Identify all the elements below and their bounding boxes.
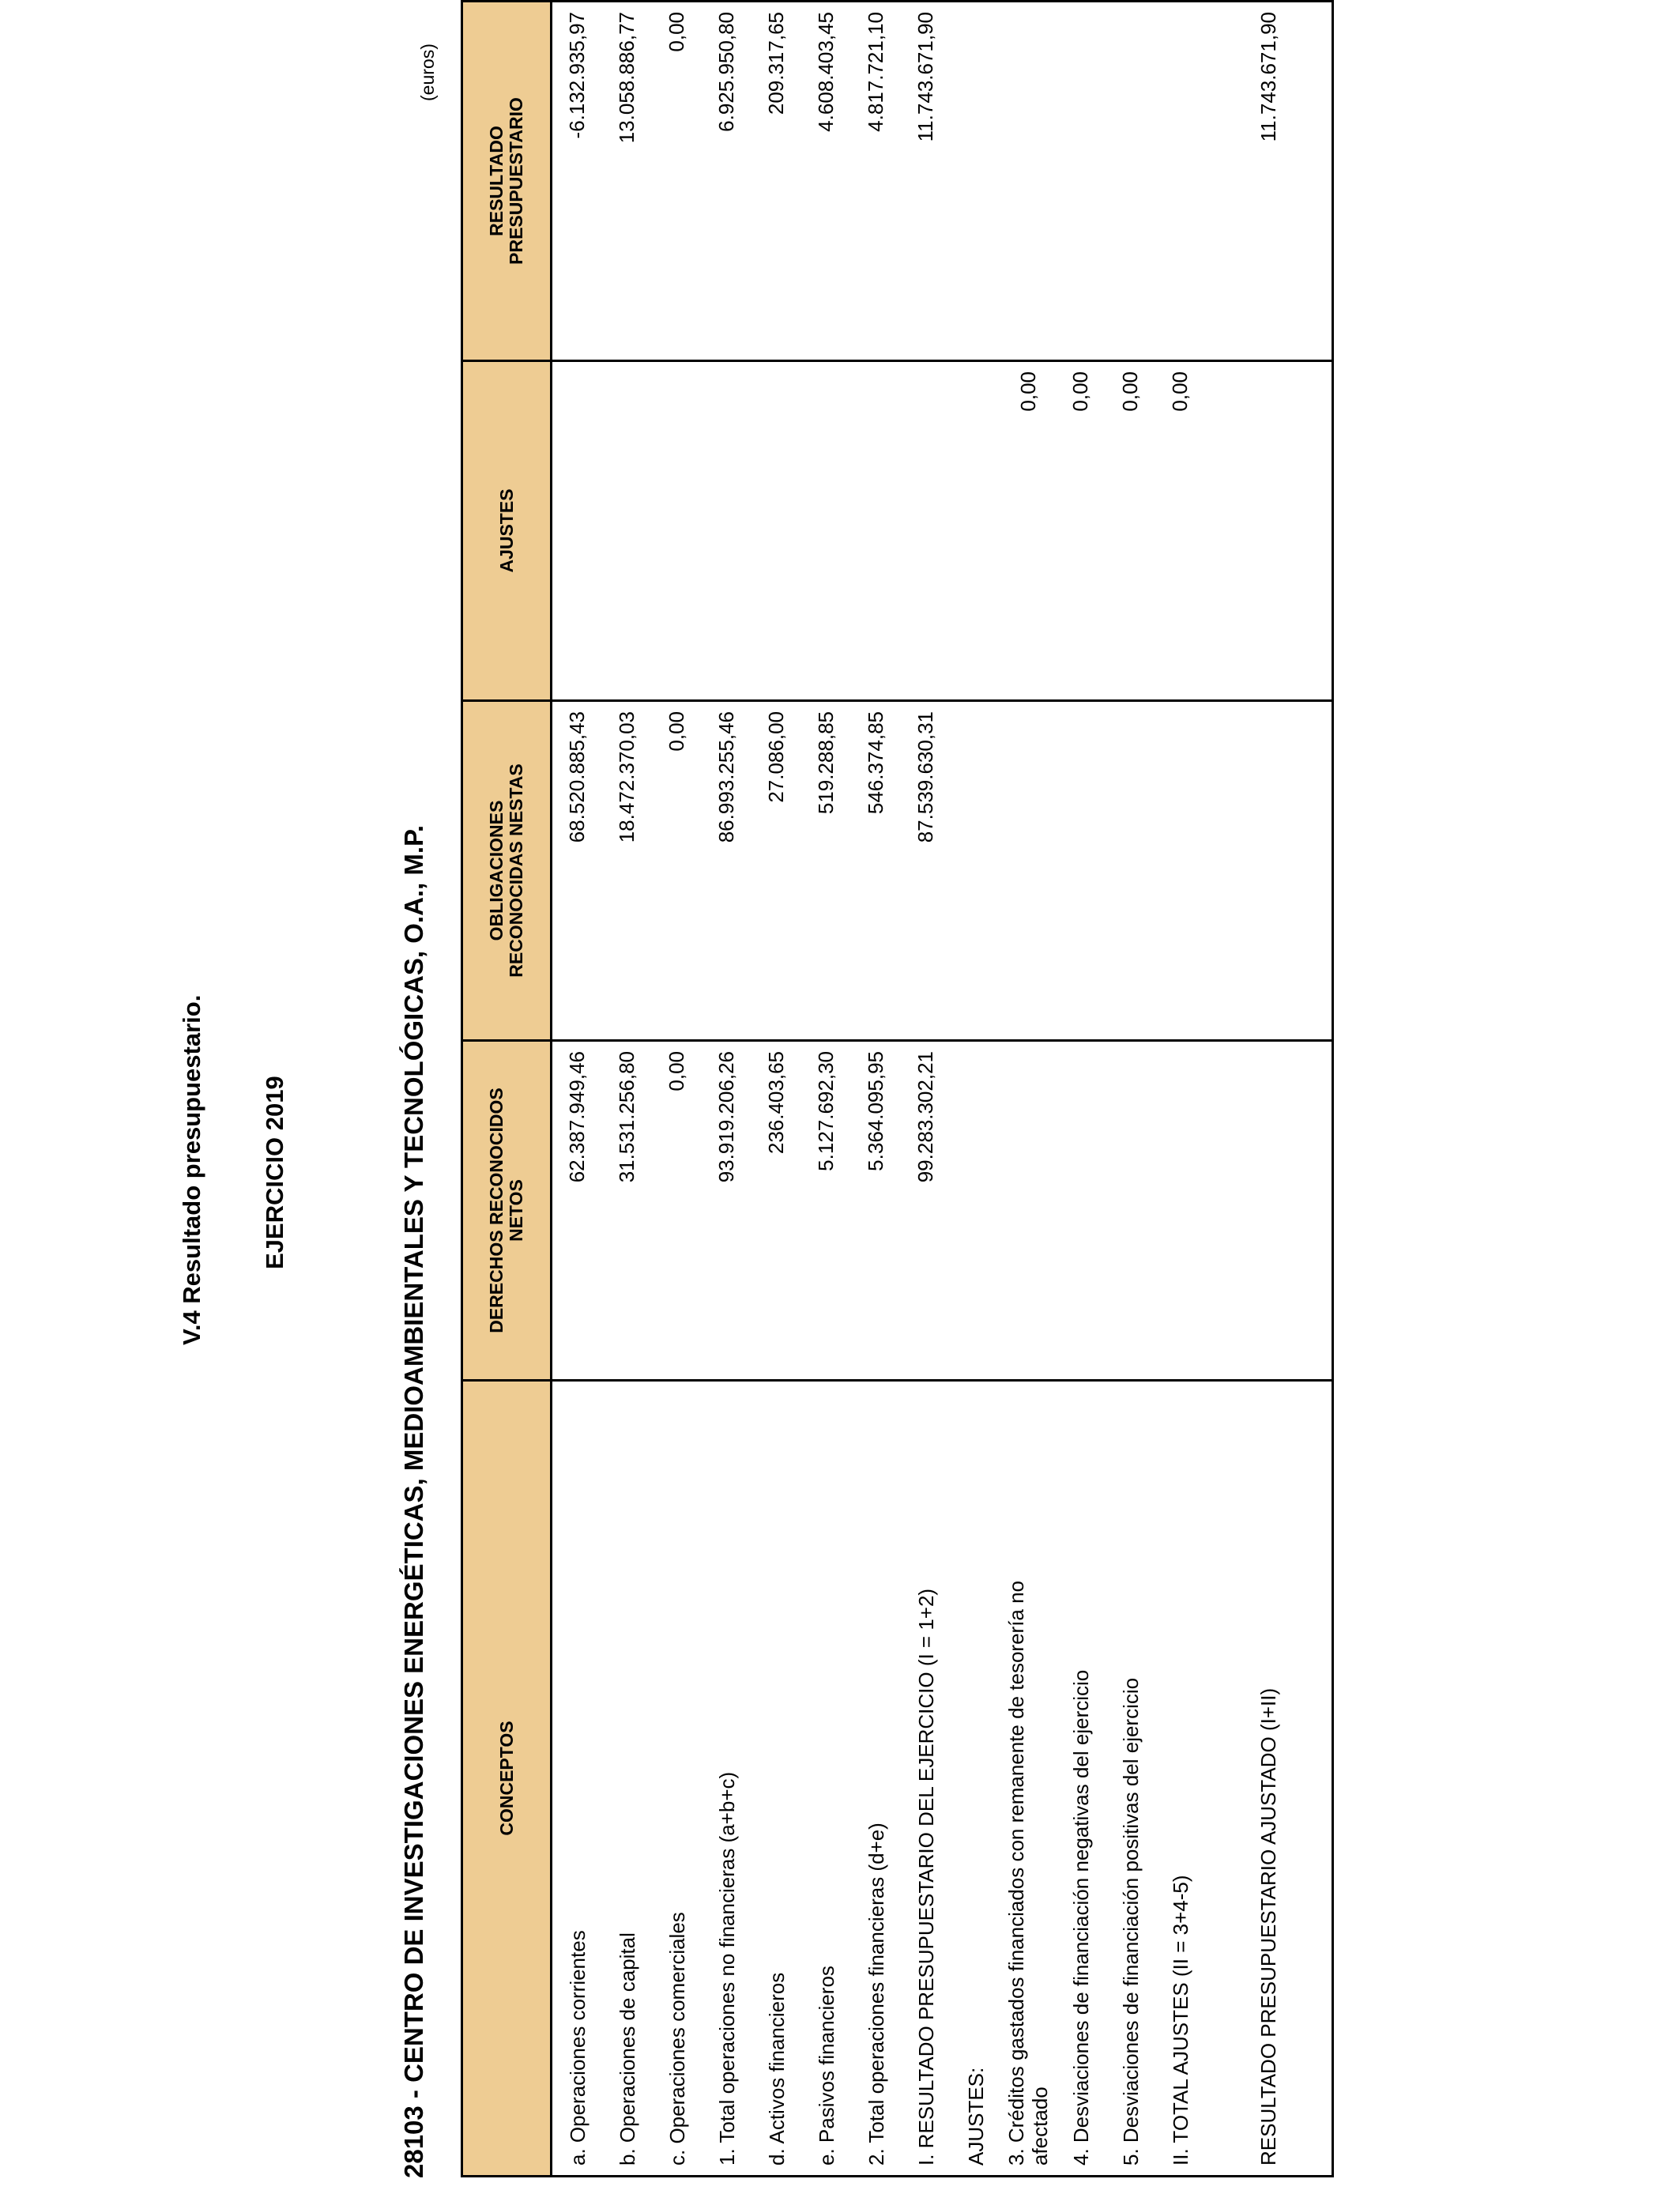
adjustments-cell (901, 361, 951, 701)
obligations-cell (1106, 701, 1155, 1041)
rights-cell (1205, 1041, 1333, 1381)
table-row (652, 2, 702, 2177)
header-adjustments: AJUSTES (462, 361, 552, 701)
concept-cell: d. Activos financieros (751, 1381, 801, 2177)
rights-cell: 236.403,65 (751, 1041, 801, 1381)
obligations-cell (1000, 701, 1056, 1041)
adjustments-cell: 0,00 (1155, 361, 1205, 701)
result-cell: 6.925.950,80 (702, 2, 751, 361)
table-row (1000, 2, 1056, 2177)
adjustments-cell (602, 361, 652, 701)
result-cell (1056, 2, 1106, 361)
rights-cell: 5.127.692,30 (801, 1041, 851, 1381)
concept-cell: I. RESULTADO PRESUPUESTARIO DEL EJERCICIO (I = 1+2) (901, 1381, 951, 2177)
table-row (702, 2, 751, 2177)
result-cell: 4.608.403,45 (801, 2, 851, 361)
rights-cell: 99.283.302,21 (901, 1041, 951, 1381)
obligations-cell (1205, 701, 1333, 1041)
obligations-cell: 68.520.885,43 (552, 701, 603, 1041)
rights-cell (1106, 1041, 1155, 1381)
rights-cell (1056, 1041, 1106, 1381)
result-cell: -6.132.935,97 (552, 2, 603, 361)
table-row (552, 2, 603, 2177)
obligations-cell (1056, 701, 1106, 1041)
obligations-cell (951, 701, 1000, 1041)
obligations-cell: 87.539.630,31 (901, 701, 951, 1041)
table-row (1205, 2, 1333, 2177)
rights-cell (951, 1041, 1000, 1381)
obligations-cell (1155, 701, 1205, 1041)
concept-cell: c. Operaciones comerciales (652, 1381, 702, 2177)
obligations-cell: 27.086,00 (751, 701, 801, 1041)
result-cell: 209.317,65 (751, 2, 801, 361)
adjustments-cell (1205, 361, 1333, 701)
rights-cell (1155, 1041, 1205, 1381)
adjustments-cell: 0,00 (1106, 361, 1155, 701)
obligations-cell: 546.374,85 (851, 701, 901, 1041)
exercise-year: EJERCICIO 2019 (261, 1076, 288, 1269)
currency-unit: (euros) (417, 43, 438, 101)
table-row (801, 2, 851, 2177)
header-obligations: OBLIGACIONES RECONOCIDAS NESTAS (462, 701, 552, 1041)
result-cell: 13.058.886,77 (602, 2, 652, 361)
table-row (1155, 2, 1205, 2177)
adjustments-cell (801, 361, 851, 701)
concept-cell: AJUSTES: (951, 1381, 1000, 2177)
result-cell (1106, 2, 1155, 361)
concept-cell: II. TOTAL AJUSTES (II = 3+4-5) (1155, 1381, 1205, 2177)
concept-cell: 4. Desviaciones de financiación negativas del ejercicio (1056, 1381, 1106, 2177)
rights-cell: 0,00 (652, 1041, 702, 1381)
table-row (751, 2, 801, 2177)
obligations-cell: 86.993.255,46 (702, 701, 751, 1041)
table-row (851, 2, 901, 2177)
concept-cell: 1. Total operaciones no financieras (a+b+c) (702, 1381, 751, 2177)
rights-cell: 31.531.256,80 (602, 1041, 652, 1381)
table-row (1106, 2, 1155, 2177)
concept-cell: 2. Total operaciones financieras (d+e) (851, 1381, 901, 2177)
table-row (901, 2, 951, 2177)
adjustments-cell: 0,00 (1000, 361, 1056, 701)
rights-cell: 93.919.206,26 (702, 1041, 751, 1381)
result-cell: 11.743.671,90 (901, 2, 951, 361)
rights-cell: 5.364.095,95 (851, 1041, 901, 1381)
table-row (951, 2, 1000, 2177)
table-header-row (462, 2, 552, 2177)
concept-cell: e. Pasivos financieros (801, 1381, 851, 2177)
header-concepts: CONCEPTOS (462, 1381, 552, 2177)
obligations-cell: 519.288,85 (801, 701, 851, 1041)
adjustments-cell (751, 361, 801, 701)
obligations-cell: 0,00 (652, 701, 702, 1041)
adjustments-cell (951, 361, 1000, 701)
table-row (602, 2, 652, 2177)
adjustments-cell: 0,00 (1056, 361, 1106, 701)
rights-cell (1000, 1041, 1056, 1381)
concept-cell: 3. Créditos gastados financiados con remanente de tesorería no afectado (1000, 1381, 1056, 2177)
result-cell: 11.743.671,90 (1205, 2, 1333, 361)
table-row (1056, 2, 1106, 2177)
adjustments-cell (851, 361, 901, 701)
concept-cell: 5. Desviaciones de financiación positivas del ejercicio (1106, 1381, 1155, 2177)
result-cell: 4.817.721,10 (851, 2, 901, 361)
header-result: RESULTADO PRESUPUESTARIO (462, 2, 552, 361)
rights-cell: 62.387.949,46 (552, 1041, 603, 1381)
concept-cell: RESULTADO PRESUPUESTARIO AJUSTADO (I+II) (1205, 1381, 1333, 2177)
concept-cell: b. Operaciones de capital (602, 1381, 652, 2177)
adjustments-cell (702, 361, 751, 701)
adjustments-cell (652, 361, 702, 701)
adjustments-cell (552, 361, 603, 701)
budget-result-table (461, 0, 1334, 2177)
result-cell (1155, 2, 1205, 361)
result-cell (951, 2, 1000, 361)
document-title: V.4 Resultado presupuestario. (178, 994, 205, 1345)
result-cell (1000, 2, 1056, 361)
result-cell: 0,00 (652, 2, 702, 361)
concept-cell: a. Operaciones corrientes (552, 1381, 603, 2177)
obligations-cell: 18.472.370,03 (602, 701, 652, 1041)
header-rights: DERECHOS RECONOCIDOS NETOS (462, 1041, 552, 1381)
entity-name: 28103 - CENTRO DE INVESTIGACIONES ENERGÉTICAS, MEDIOAMBIENTALES Y TECNOLÓGICAS, O.A., M.P. (399, 825, 428, 2178)
